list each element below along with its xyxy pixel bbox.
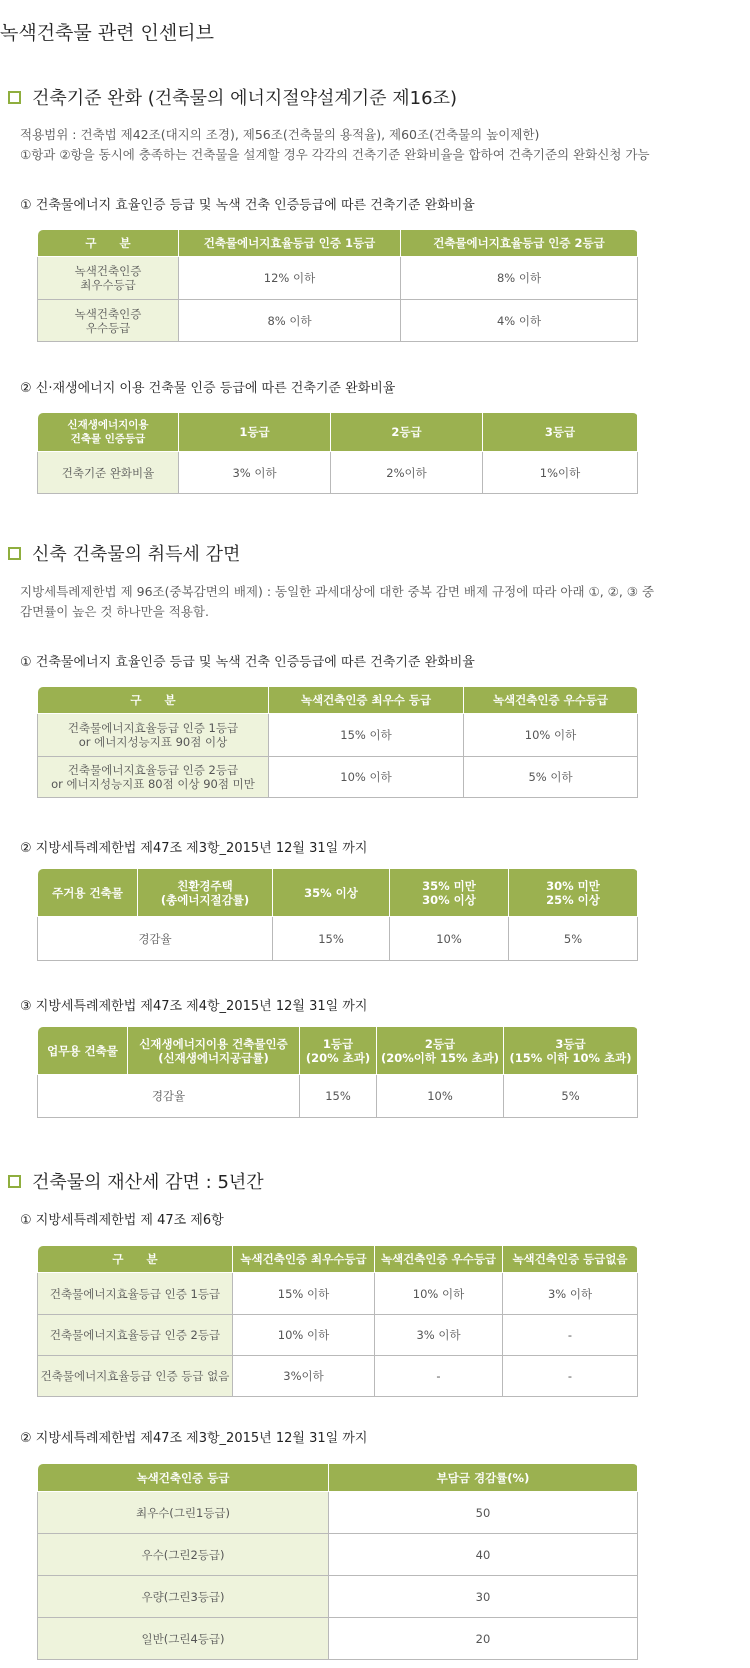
table-cell: 12% 이하	[179, 257, 401, 300]
table-row	[38, 1075, 638, 1118]
row-header: 녹색건축인증 우수등급	[38, 300, 179, 342]
table-cell: 8% 이하	[179, 300, 401, 342]
table-cell: 50	[329, 1492, 638, 1534]
table-property-tax	[37, 1245, 638, 1397]
table-header: 녹색건축인증 우수등급	[375, 1246, 503, 1273]
table-cell: 3%이하	[233, 1356, 375, 1397]
section-desc-line2: 감면률이 높은 것 하나만을 적용함.	[20, 604, 209, 619]
section-title-building-standard	[0, 84, 457, 110]
row-header: 건축물에너지효율등급 인증 1등급 or 에너지성능지표 90점 이상	[38, 714, 269, 757]
table-row	[38, 917, 638, 961]
table-cell: -	[375, 1356, 503, 1397]
table-cell: 4% 이하	[401, 300, 638, 342]
table-header: 건축물에너지효율등급 인증 2등급	[401, 230, 638, 257]
table-cell: 3% 이하	[375, 1315, 503, 1356]
row-header: 경감율	[38, 917, 273, 961]
table-row	[38, 1492, 638, 1534]
section-desc-line2: ①항과 ②항을 동시에 충족하는 건축물을 설계할 경우 각각의 건축기준 완화비율을 합하여 건축기준의 완화신청 가능	[20, 147, 650, 162]
table-row	[38, 300, 638, 342]
table-header: 녹색건축인증 우수등급	[464, 687, 638, 714]
table-row	[38, 1356, 638, 1397]
subheading: ② 지방세특례제한법 제47조 제3항_2015년 12월 31일 까지	[20, 1431, 368, 1446]
table-cell: 15% 이하	[269, 714, 464, 757]
table-cell: 15%	[273, 917, 390, 961]
section-desc-line1: 적용범위 : 건축법 제42조(대지의 조경), 제56조(건축물의 용적율), 제60조(건축물의 높이제한)	[20, 127, 540, 142]
table-renewable-relaxation	[37, 412, 638, 494]
table-row	[38, 714, 638, 757]
table-residential-tax	[37, 868, 638, 961]
table-cell: 3% 이하	[503, 1273, 638, 1315]
table-row	[38, 1534, 638, 1576]
table-row	[38, 257, 638, 300]
table-burden-reduction	[37, 1463, 638, 1660]
table-header: 구 분	[38, 230, 179, 257]
table-cell: 10% 이하	[233, 1315, 375, 1356]
square-bullet-icon	[8, 547, 21, 560]
table-header: 주거용 건축물	[38, 869, 138, 917]
table-cell: 3% 이하	[179, 452, 331, 494]
table-row	[38, 1576, 638, 1618]
table-row	[38, 1618, 638, 1660]
table-header: 2등급	[331, 413, 483, 452]
row-header: 녹색건축인증 최우수등급	[38, 257, 179, 300]
subheading: ① 지방세특례제한법 제 47조 제6항	[20, 1213, 224, 1228]
table-header: 친환경주택 (총에너지절감률)	[138, 869, 273, 917]
section-title-text: 건축물의 재산세 감면 : 5년간	[32, 1172, 264, 1193]
row-header: 건축기준 완화비율	[38, 452, 179, 494]
row-header: 우량(그린3등급)	[38, 1576, 329, 1618]
table-row	[38, 1273, 638, 1315]
table-header: 부담금 경감률(%)	[329, 1464, 638, 1492]
row-header: 최우수(그린1등급)	[38, 1492, 329, 1534]
table-cell: 10% 이하	[375, 1273, 503, 1315]
table-cell: 30	[329, 1576, 638, 1618]
table-office-tax	[37, 1026, 638, 1118]
subheading: ① 건축물에너지 효율인증 등급 및 녹색 건축 인증등급에 따른 건축기준 완화비율	[20, 655, 475, 670]
table-cell: 15%	[300, 1075, 377, 1118]
section-title-property-tax	[0, 1168, 264, 1194]
section-desc-line1: 지방세특례제한법 제 96조(중복감면의 배제) : 동일한 과세대상에 대한 중복 감면 배제 규정에 따라 아래 ①, ②, ③ 중	[20, 584, 655, 599]
table-header: 1등급	[179, 413, 331, 452]
page-title: 녹색건축물 관련 인센티브	[0, 22, 214, 44]
table-cell: 5% 이하	[464, 757, 638, 798]
section-title-text: 건축기준 완화 (건축물의 에너지절약설계기준 제16조)	[32, 88, 457, 109]
table-row	[38, 452, 638, 494]
table-cell: 15% 이하	[233, 1273, 375, 1315]
table-cell: 5%	[509, 917, 638, 961]
table-cell: 10%	[390, 917, 509, 961]
table-header: 업무용 건축물	[38, 1027, 128, 1075]
square-bullet-icon	[8, 91, 21, 104]
table-header: 2등급 (20%이하 15% 초과)	[377, 1027, 504, 1075]
table-header: 녹색건축인증 등급없음	[503, 1246, 638, 1273]
table-cell: 1%이하	[483, 452, 638, 494]
table-acquisition-tax-rates	[37, 686, 638, 798]
row-header: 건축물에너지효율등급 인증 2등급 or 에너지성능지표 80점 이상 90점 미만	[38, 757, 269, 798]
table-header: 30% 미만 25% 이상	[509, 869, 638, 917]
table-header: 신재생에너지이용 건축물 인증등급	[38, 413, 179, 452]
table-cell: 40	[329, 1534, 638, 1576]
table-cell: 20	[329, 1618, 638, 1660]
table-cell: -	[503, 1315, 638, 1356]
table-header: 신재생에너지이용 건축물인증 (신재생에너지공급률)	[128, 1027, 300, 1075]
table-cell: 2%이하	[331, 452, 483, 494]
row-header: 우수(그린2등급)	[38, 1534, 329, 1576]
table-header: 3등급	[483, 413, 638, 452]
table-cell: 10% 이하	[269, 757, 464, 798]
table-cell: 10%	[377, 1075, 504, 1118]
subheading: ① 건축물에너지 효율인증 등급 및 녹색 건축 인증등급에 따른 건축기준 완화비율	[20, 198, 475, 213]
table-header: 녹색건축인증 최우수 등급	[269, 687, 464, 714]
subheading: ③ 지방세특례제한법 제47조 제4항_2015년 12월 31일 까지	[20, 999, 368, 1014]
table-header: 35% 이상	[273, 869, 390, 917]
square-bullet-icon	[8, 1175, 21, 1188]
subheading: ② 지방세특례제한법 제47조 제3항_2015년 12월 31일 까지	[20, 841, 368, 856]
subheading: ② 신·재생에너지 이용 건축물 인증 등급에 따른 건축기준 완화비율	[20, 381, 396, 396]
table-cell: 10% 이하	[464, 714, 638, 757]
table-header: 구 분	[38, 1246, 233, 1273]
section-title-text: 신축 건축물의 취득세 감면	[32, 544, 241, 565]
table-row	[38, 757, 638, 798]
table-header: 35% 미만 30% 이상	[390, 869, 509, 917]
row-header: 건축물에너지효율등급 인증 1등급	[38, 1273, 233, 1315]
section-title-acquisition-tax	[0, 540, 240, 566]
row-header: 건축물에너지효율등급 인증 등급 없음	[38, 1356, 233, 1397]
table-cell: 5%	[504, 1075, 638, 1118]
table-header: 1등급 (20% 초과)	[300, 1027, 377, 1075]
table-header: 녹색건축인증 등급	[38, 1464, 329, 1492]
table-cell: -	[503, 1356, 638, 1397]
table-relaxation-energy-green	[37, 229, 638, 342]
table-header: 건축물에너지효율등급 인증 1등급	[179, 230, 401, 257]
table-row	[38, 1315, 638, 1356]
row-header: 건축물에너지효율등급 인증 2등급	[38, 1315, 233, 1356]
row-header: 일반(그린4등급)	[38, 1618, 329, 1660]
table-header: 3등급 (15% 이하 10% 초과)	[504, 1027, 638, 1075]
table-header: 구 분	[38, 687, 269, 714]
table-header: 녹색건축인증 최우수등급	[233, 1246, 375, 1273]
row-header: 경감율	[38, 1075, 300, 1118]
table-cell: 8% 이하	[401, 257, 638, 300]
